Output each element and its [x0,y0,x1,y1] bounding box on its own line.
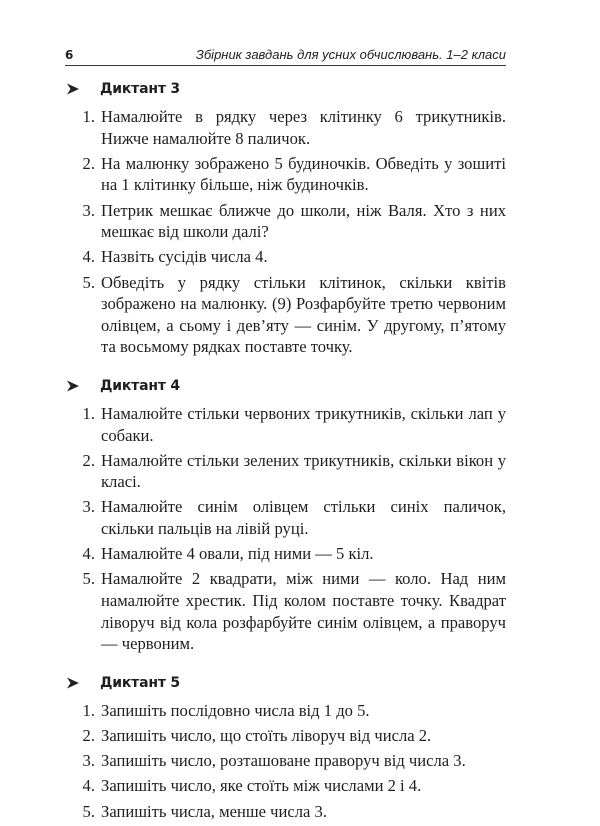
task-list [65,403,506,655]
task-text: Петрик мешкає ближче до школи, ніж Валя. Хто з них мешкає від школи далі? [101,200,506,242]
task-text: Намалюйте стільки зелених трикутників, скільки вікон у класі. [101,450,506,492]
task-text: Обведіть у рядку стільки клітинок, скільки квітів зображено на малюнку. (9) Розфарбуйте третю червоним олівцем, а сьому і дев’яту — синім. У другому, п’ятому та восьмому рядках поставте точку. [101,272,506,357]
task-text: Намалюйте 4 овали, під ними — 5 кіл. [101,544,374,564]
section-dictation-4 [65,375,506,655]
task-item [65,200,506,243]
task-number: 1. [82,107,95,126]
task-text: Запишіть число, що стоїть ліворуч від числа 2. [101,726,432,745]
task-number: 4. [82,544,95,564]
task-item [65,700,506,722]
task-text: Запишіть число, яке стоїть між числами 2 і 4. [101,776,422,796]
task-text: Назвіть сусідів числа 4. [101,247,268,267]
task-item [65,153,506,196]
task-list [65,106,506,358]
section-dictation-3 [65,78,506,358]
section-heading [65,672,506,694]
arrow-right-icon [66,82,80,96]
arrow-right-icon [66,379,80,393]
task-number: 3. [82,751,95,771]
task-number: 5. [82,801,95,821]
running-header [65,44,506,66]
task-item [65,775,506,797]
task-item [65,106,506,149]
task-text: Намалюйте в рядку через клітинку 6 трикутників. Нижче намалюйте 8 паличок. [101,107,506,148]
task-item [65,750,506,772]
task-item [65,543,506,565]
document-page [65,44,506,826]
task-text: На малюнку зображено 5 будиночків. Обведіть у зошиті на 1 клітинку більше, ніж будиночків. [101,153,506,195]
section-heading [65,375,506,397]
arrow-right-icon [66,676,80,690]
task-number: 1. [82,403,95,423]
task-number: 5. [82,272,95,292]
task-number: 2. [82,726,95,745]
task-item [65,272,506,358]
task-number: 3. [82,497,95,517]
task-item [65,246,506,268]
task-text: Запишіть числа, менше числа 3. [101,801,327,821]
task-number: 4. [82,776,95,796]
task-list [65,700,506,822]
task-item [65,801,506,823]
task-text: Намалюйте 2 квадрати, між ними — коло. Над ним намалюйте хрестик. Під колом поставте точку. Квадрат ліворуч від кола розфарбуйте синім олівцем, а праворуч — червоним. [101,569,506,654]
task-item [65,725,506,747]
task-number: 4. [82,247,95,267]
section-title: Диктант 5 [100,674,180,691]
section-title: Диктант 3 [100,81,180,97]
task-number: 2. [82,450,95,470]
task-number: 5. [82,569,95,589]
task-item [65,568,506,654]
task-number: 2. [82,153,95,173]
task-text: Запишіть послідовно числа від 1 до 5. [101,700,370,720]
task-text: Намалюйте стільки червоних трикутників, скільки лап у собаки. [101,403,506,445]
task-text: Запишіть число, розташоване праворуч від числа 3. [101,751,466,771]
task-item [65,403,506,446]
section-title: Диктант 4 [100,377,180,394]
book-title: Збірник завдань для усних обчислювань. 1–2 класи [195,47,506,62]
task-item [65,496,506,539]
task-text: Намалюйте синім олівцем стільки синіх паличок, скільки пальців на лівій руці. [101,497,506,539]
task-number: 3. [82,200,95,220]
section-heading [65,78,506,100]
task-item [65,450,506,493]
page-number: 6 [65,48,74,62]
task-number: 1. [82,700,95,720]
